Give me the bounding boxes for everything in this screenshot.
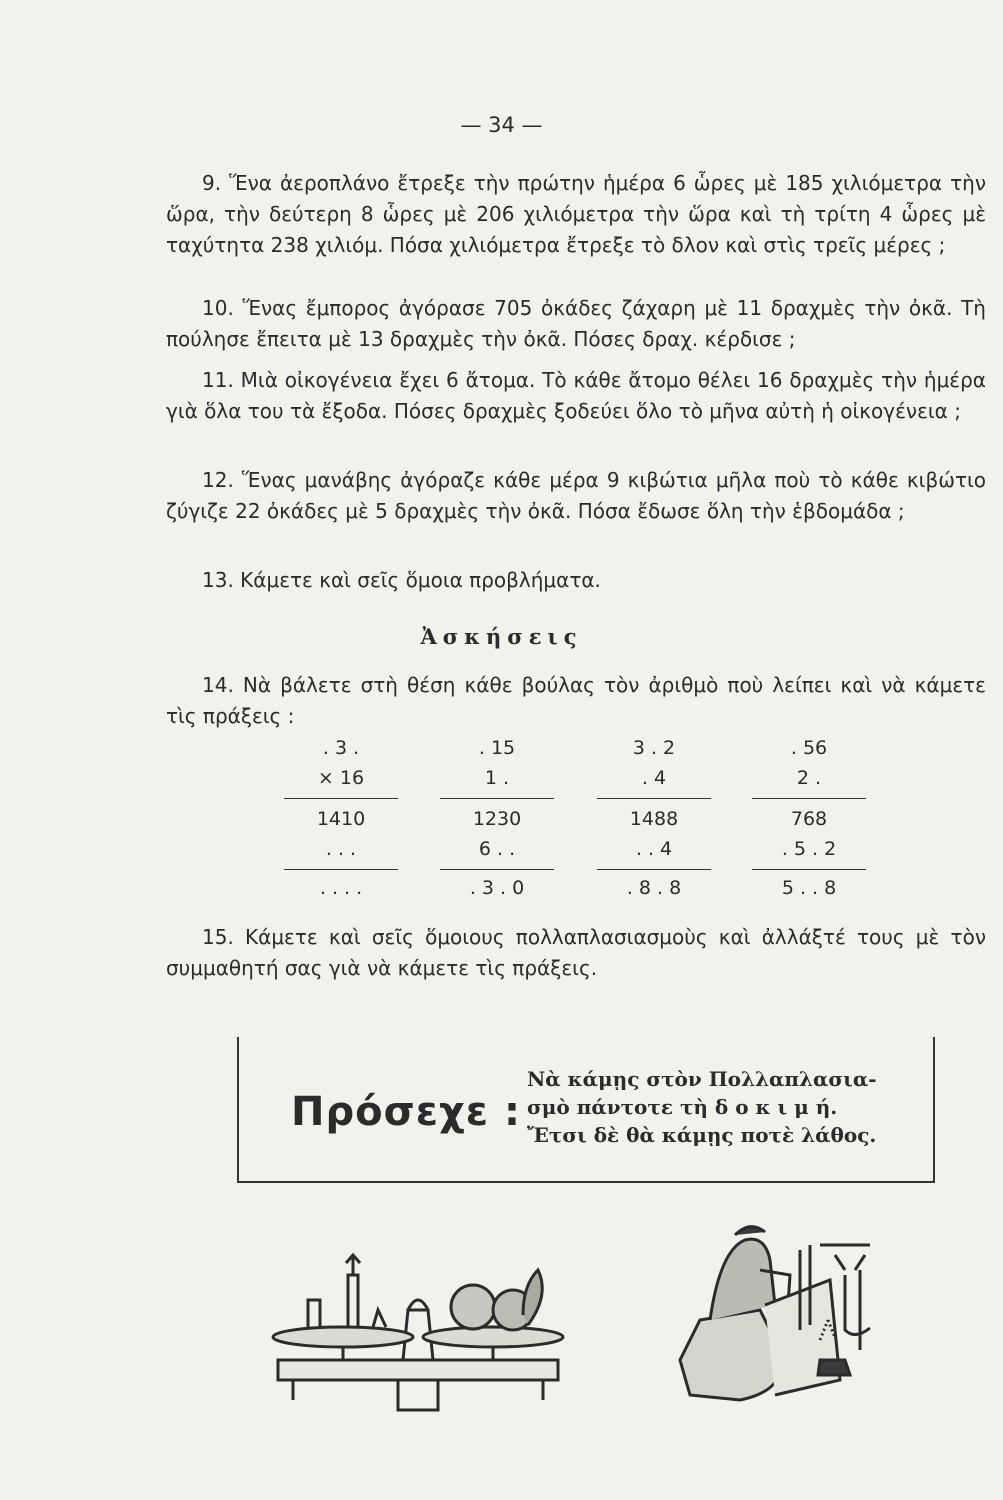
exercise-3-rule bbox=[597, 798, 711, 799]
exercise-4-rule2 bbox=[752, 869, 866, 870]
problem-11 bbox=[166, 365, 986, 427]
exercise-4-partial1: 768 bbox=[790, 808, 828, 830]
notice-line-2: σμὸ πάντοτε τὴ δ ο κ ι μ ή. bbox=[527, 1095, 838, 1119]
exercise-4-top: . 56 bbox=[790, 737, 828, 759]
exercise-1-result: . . . . bbox=[319, 877, 363, 899]
problem-14-text: 14. Νὰ βάλετε στὴ θέση κάθε βούλας τὸν ἀριθμὸ ποὺ λείπει καὶ νὰ κάμετε τὶς πράξεις : bbox=[166, 673, 986, 728]
exercise-3-multiplier: . 4 bbox=[641, 767, 667, 789]
exercise-1-top: . 3 . bbox=[322, 737, 360, 759]
problem-12 bbox=[166, 465, 986, 527]
problem-9-text: 9. Ἕνα ἀεροπλάνο ἔτρεξε τὴν πρώτην ἡμέρα 6 ὧρες μὲ 185 χιλιόμετρα τὴν ὥρα, τὴν δεύτερη 8 ὧρες μὲ 206 χιλιόμετρα τὴν ὥρα καὶ τὴ τρίτη 4 ὧρες μὲ ταχύτητα 238 χιλιόμ. Πόσα χιλιόμετρα ἔτρεξε τὸ δλον καὶ στὶς τρεῖς μέρες ; bbox=[166, 171, 986, 257]
exercise-2-rule bbox=[440, 798, 554, 799]
exercise-4-result: 5 . . 8 bbox=[781, 877, 837, 899]
exercise-3-top: 3 . 2 bbox=[632, 737, 676, 759]
problem-9 bbox=[166, 168, 986, 261]
problem-15 bbox=[166, 922, 986, 984]
exercise-3-partial2: . . 4 bbox=[635, 838, 673, 860]
exercise-4-partial2: . 5 . 2 bbox=[781, 838, 837, 860]
notice-text bbox=[527, 1065, 927, 1149]
notice-line-1: Νὰ κάμῃς στὸν Πολλαπλασια- bbox=[527, 1067, 877, 1091]
exercise-1-multiplier: × 16 bbox=[317, 767, 365, 789]
problem-11-text: 11. Μιὰ οἰκογένεια ἔχει 6 ἄτομα. Τὸ κάθε ἄτομο θέλει 16 δραχμὲς τὴν ἡμέρα γιὰ ὅλα του τὰ ἔξοδα. Πόσες δραχμὲς ξοδεύει ὅλο τὸ μῆνα αὐτὴ ἡ οἰκογένεια ; bbox=[166, 368, 986, 423]
section-heading: Ἀσκήσεις bbox=[420, 624, 583, 649]
exercise-1-partial1: 1410 bbox=[316, 808, 366, 830]
problem-12-text: 12. Ἕνας μανάβης ἀγόραζε κάθε μέρα 9 κιβώτια μῆλα ποὺ τὸ κάθε κιβώτιο ζύγιζε 22 ὀκάδες μὲ 5 δραχμὲς τὴν ὀκᾶ. Πόσα ἔδωσε ὅλη τὴν ἑβδομάδα ; bbox=[166, 468, 986, 523]
exercise-2-partial1: 1230 bbox=[472, 808, 522, 830]
exercise-2-partial2: 6 . . bbox=[478, 838, 516, 860]
exercise-2-result: . 3 . 0 bbox=[469, 877, 525, 899]
exercise-2-multiplier: 1 . bbox=[484, 767, 510, 789]
exercise-1-rule bbox=[284, 798, 398, 799]
problem-13-text: 13. Κάμετε καὶ σεῖς ὅμοια προβλήματα. bbox=[202, 568, 601, 592]
problem-10-text: 10. Ἕνας ἔμπορος ἀγόρασε 705 ὀκάδες ζάχαρη μὲ 11 δραχμὲς τὴν ὀκᾶ. Τὴ πούλησε ἔπειτα μὲ 13 δραχμὲς τὴν ὀκᾶ. Πόσες δραχ. κέρδισε ; bbox=[166, 296, 986, 351]
exercise-2-top: . 15 bbox=[478, 737, 516, 759]
exercise-4-rule bbox=[752, 798, 866, 799]
notice-box bbox=[237, 1037, 935, 1183]
problem-15-text: 15. Κάμετε καὶ σεῖς ὅμοιους πολλαπλασιασμοὺς καὶ ἀλλάξτέ τους μὲ τὸν συμμαθητή σας γιὰ νὰ κάμετε τὶς πράξεις. bbox=[166, 925, 986, 980]
page-number: — 34 — bbox=[460, 113, 543, 137]
exercise-3-rule2 bbox=[597, 869, 711, 870]
exercise-4-multiplier: 2 . bbox=[796, 767, 822, 789]
exercise-1-partial2: . . . bbox=[325, 838, 357, 860]
exercise-2-rule2 bbox=[440, 869, 554, 870]
problem-10 bbox=[166, 293, 986, 355]
problem-14 bbox=[166, 670, 986, 732]
exercise-1-rule2 bbox=[284, 869, 398, 870]
notice-line-3: Ἔτσι δὲ θὰ κάμῃς ποτὲ λάθος. bbox=[527, 1123, 877, 1147]
notice-title: Πρόσεχε : bbox=[291, 1089, 521, 1135]
exercise-3-result: . 8 . 8 bbox=[626, 877, 682, 899]
grocer-weighing-icon bbox=[670, 1210, 900, 1420]
balance-scale-icon bbox=[258, 1215, 578, 1415]
problem-13 bbox=[166, 565, 986, 596]
exercise-3-partial1: 1488 bbox=[629, 808, 679, 830]
